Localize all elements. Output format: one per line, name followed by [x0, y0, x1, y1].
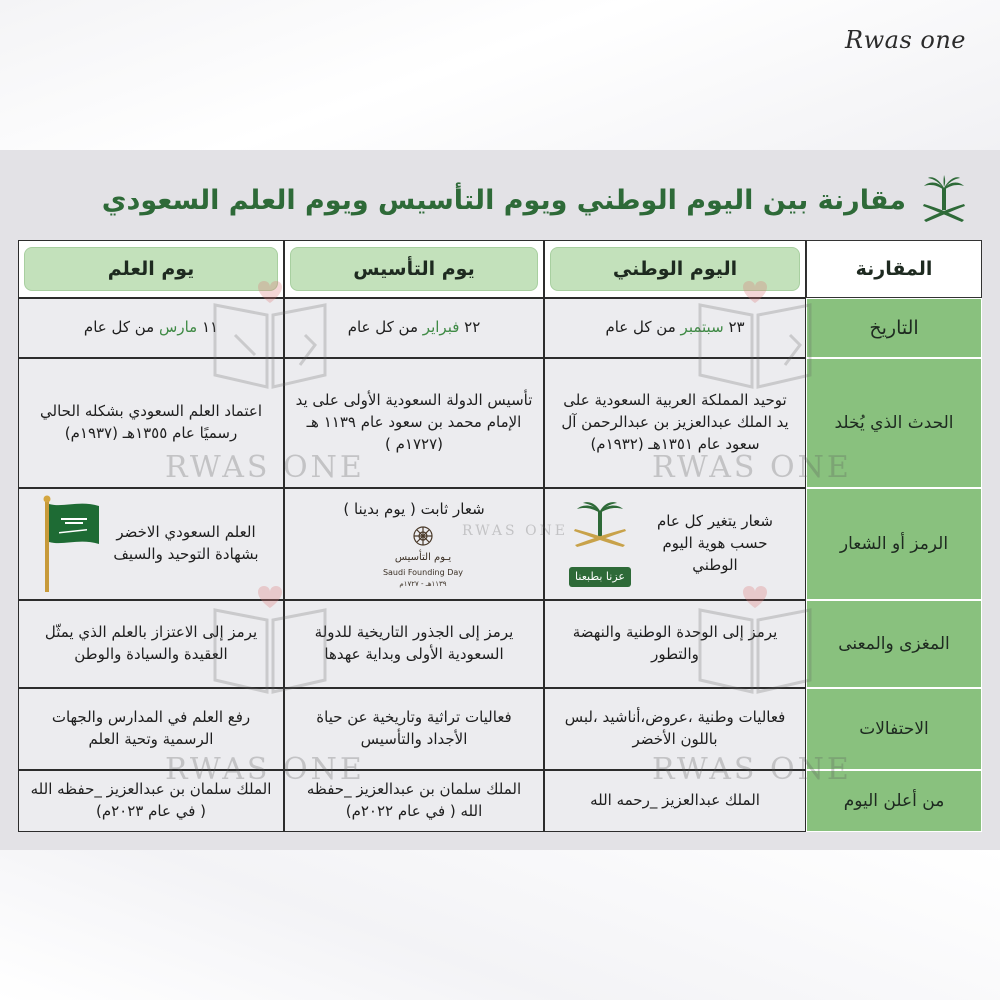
title-row — [70, 170, 970, 230]
watermark-text: RWAS ONE — [462, 523, 569, 539]
national-symbol-text: شعار يتغير كل عام حسب هوية اليوم الوطني — [657, 512, 773, 574]
table-header-flag-day: يوم العلم — [18, 240, 284, 298]
row-label-date: التاريخ — [806, 298, 982, 358]
national-day-slogan-badge: عزنا بطبعنا — [569, 567, 631, 587]
table-header-national-day: اليوم الوطني — [544, 240, 806, 298]
cell-announcer-founding: الملك سلمان بن عبدالعزيز _حفظه الله ( في عام ٢٠٢٢م) — [284, 770, 544, 832]
row-label-meaning: المغزى والمعنى — [806, 600, 982, 688]
founding-day-logo — [383, 524, 463, 589]
cell-meaning-flag: يرمز إلى الاعتزاز بالعلم الذي يمثّل العقيدة والسيادة والوطن — [18, 600, 284, 688]
table-corner-label: المقارنة — [806, 240, 982, 298]
founding-symbol-text: شعار ثابت ( يوم بدينا ) — [343, 499, 485, 518]
cell-symbol-national — [544, 488, 806, 600]
row-label-announcer: من أعلن اليوم — [806, 770, 982, 832]
watermark-text: RWAS ONE — [165, 752, 365, 787]
cell-symbol-flag — [18, 488, 284, 600]
watermark-text: RWAS ONE — [652, 752, 852, 787]
founding-emblem-icon — [409, 524, 437, 550]
watermark-text: RWAS ONE — [652, 450, 852, 485]
palm-swords-icon — [565, 501, 635, 563]
cell-date-national: ٢٣ سبتمبر من كل عام — [544, 298, 806, 358]
cell-symbol-founding — [284, 488, 544, 600]
brand-signature: Rwas one — [845, 26, 966, 54]
cell-event-founding: تأسيس الدولة السعودية الأولى على يد الإمام محمد بن سعود عام ١١٣٩ هـ (١٧٢٧م ) — [284, 358, 544, 488]
flag-symbol-text: العلم السعودي الاخضر بشهادة التوحيد والسيف — [113, 523, 259, 563]
table-header-founding-day: يوم التأسيس — [284, 240, 544, 298]
national-day-logo — [565, 501, 635, 587]
page-title: مقارنة بين اليوم الوطني ويوم التأسيس ويوم العلم السعودي — [101, 184, 906, 216]
row-label-symbol: الرمز أو الشعار — [806, 488, 982, 600]
cell-celebrations-founding: فعاليات تراثية وتاريخية عن حياة الأجداد والتأسيس — [284, 688, 544, 770]
cell-event-flag: اعتماد العلم السعودي بشكله الحالي رسميًا عام ١٣٥٥هـ (١٩٣٧م) — [18, 358, 284, 488]
watermark-text: RWAS ONE — [165, 450, 365, 485]
cell-event-national: توحيد المملكة العربية السعودية على يد الملك عبدالعزيز بن عبدالرحمن آل سعود عام ١٣٥١هـ (١٩٣٢م) — [544, 358, 806, 488]
cell-meaning-founding: يرمز إلى الجذور التاريخية للدولة السعودية الأولى وبداية عهدها — [284, 600, 544, 688]
saudi-flag-icon — [41, 494, 101, 594]
row-label-celebrations: الاحتفالات — [806, 688, 982, 770]
cell-celebrations-flag: رفع العلم في المدارس والجهات الرسمية وتحية العلم — [18, 688, 284, 770]
cell-announcer-flag: الملك سلمان بن عبدالعزيز _حفظه الله ( في عام ٢٠٢٣م) — [18, 770, 284, 832]
cell-announcer-national: الملك عبدالعزيز _رحمه الله — [544, 770, 806, 832]
founding-logo-years: ١١٣٩هـ - ١٧٢٧م — [399, 580, 447, 589]
cell-date-founding: ٢٢ فبراير من كل عام — [284, 298, 544, 358]
cell-date-flag: ١١ مارس من كل عام — [18, 298, 284, 358]
founding-logo-arabic: يـوم التأسيس — [394, 552, 452, 564]
top-background — [0, 0, 1000, 150]
founding-logo-english: Saudi Founding Day — [382, 567, 463, 577]
cell-celebrations-national: فعاليات وطنية ،عروض،أناشيد ،لبس باللون الأخضر — [544, 688, 806, 770]
saudi-emblem-icon — [918, 174, 970, 226]
cell-meaning-national: يرمز إلى الوحدة الوطنية والنهضة والتطور — [544, 600, 806, 688]
bottom-background — [0, 850, 1000, 1000]
row-label-event: الحدث الذي يُخلد — [806, 358, 982, 488]
